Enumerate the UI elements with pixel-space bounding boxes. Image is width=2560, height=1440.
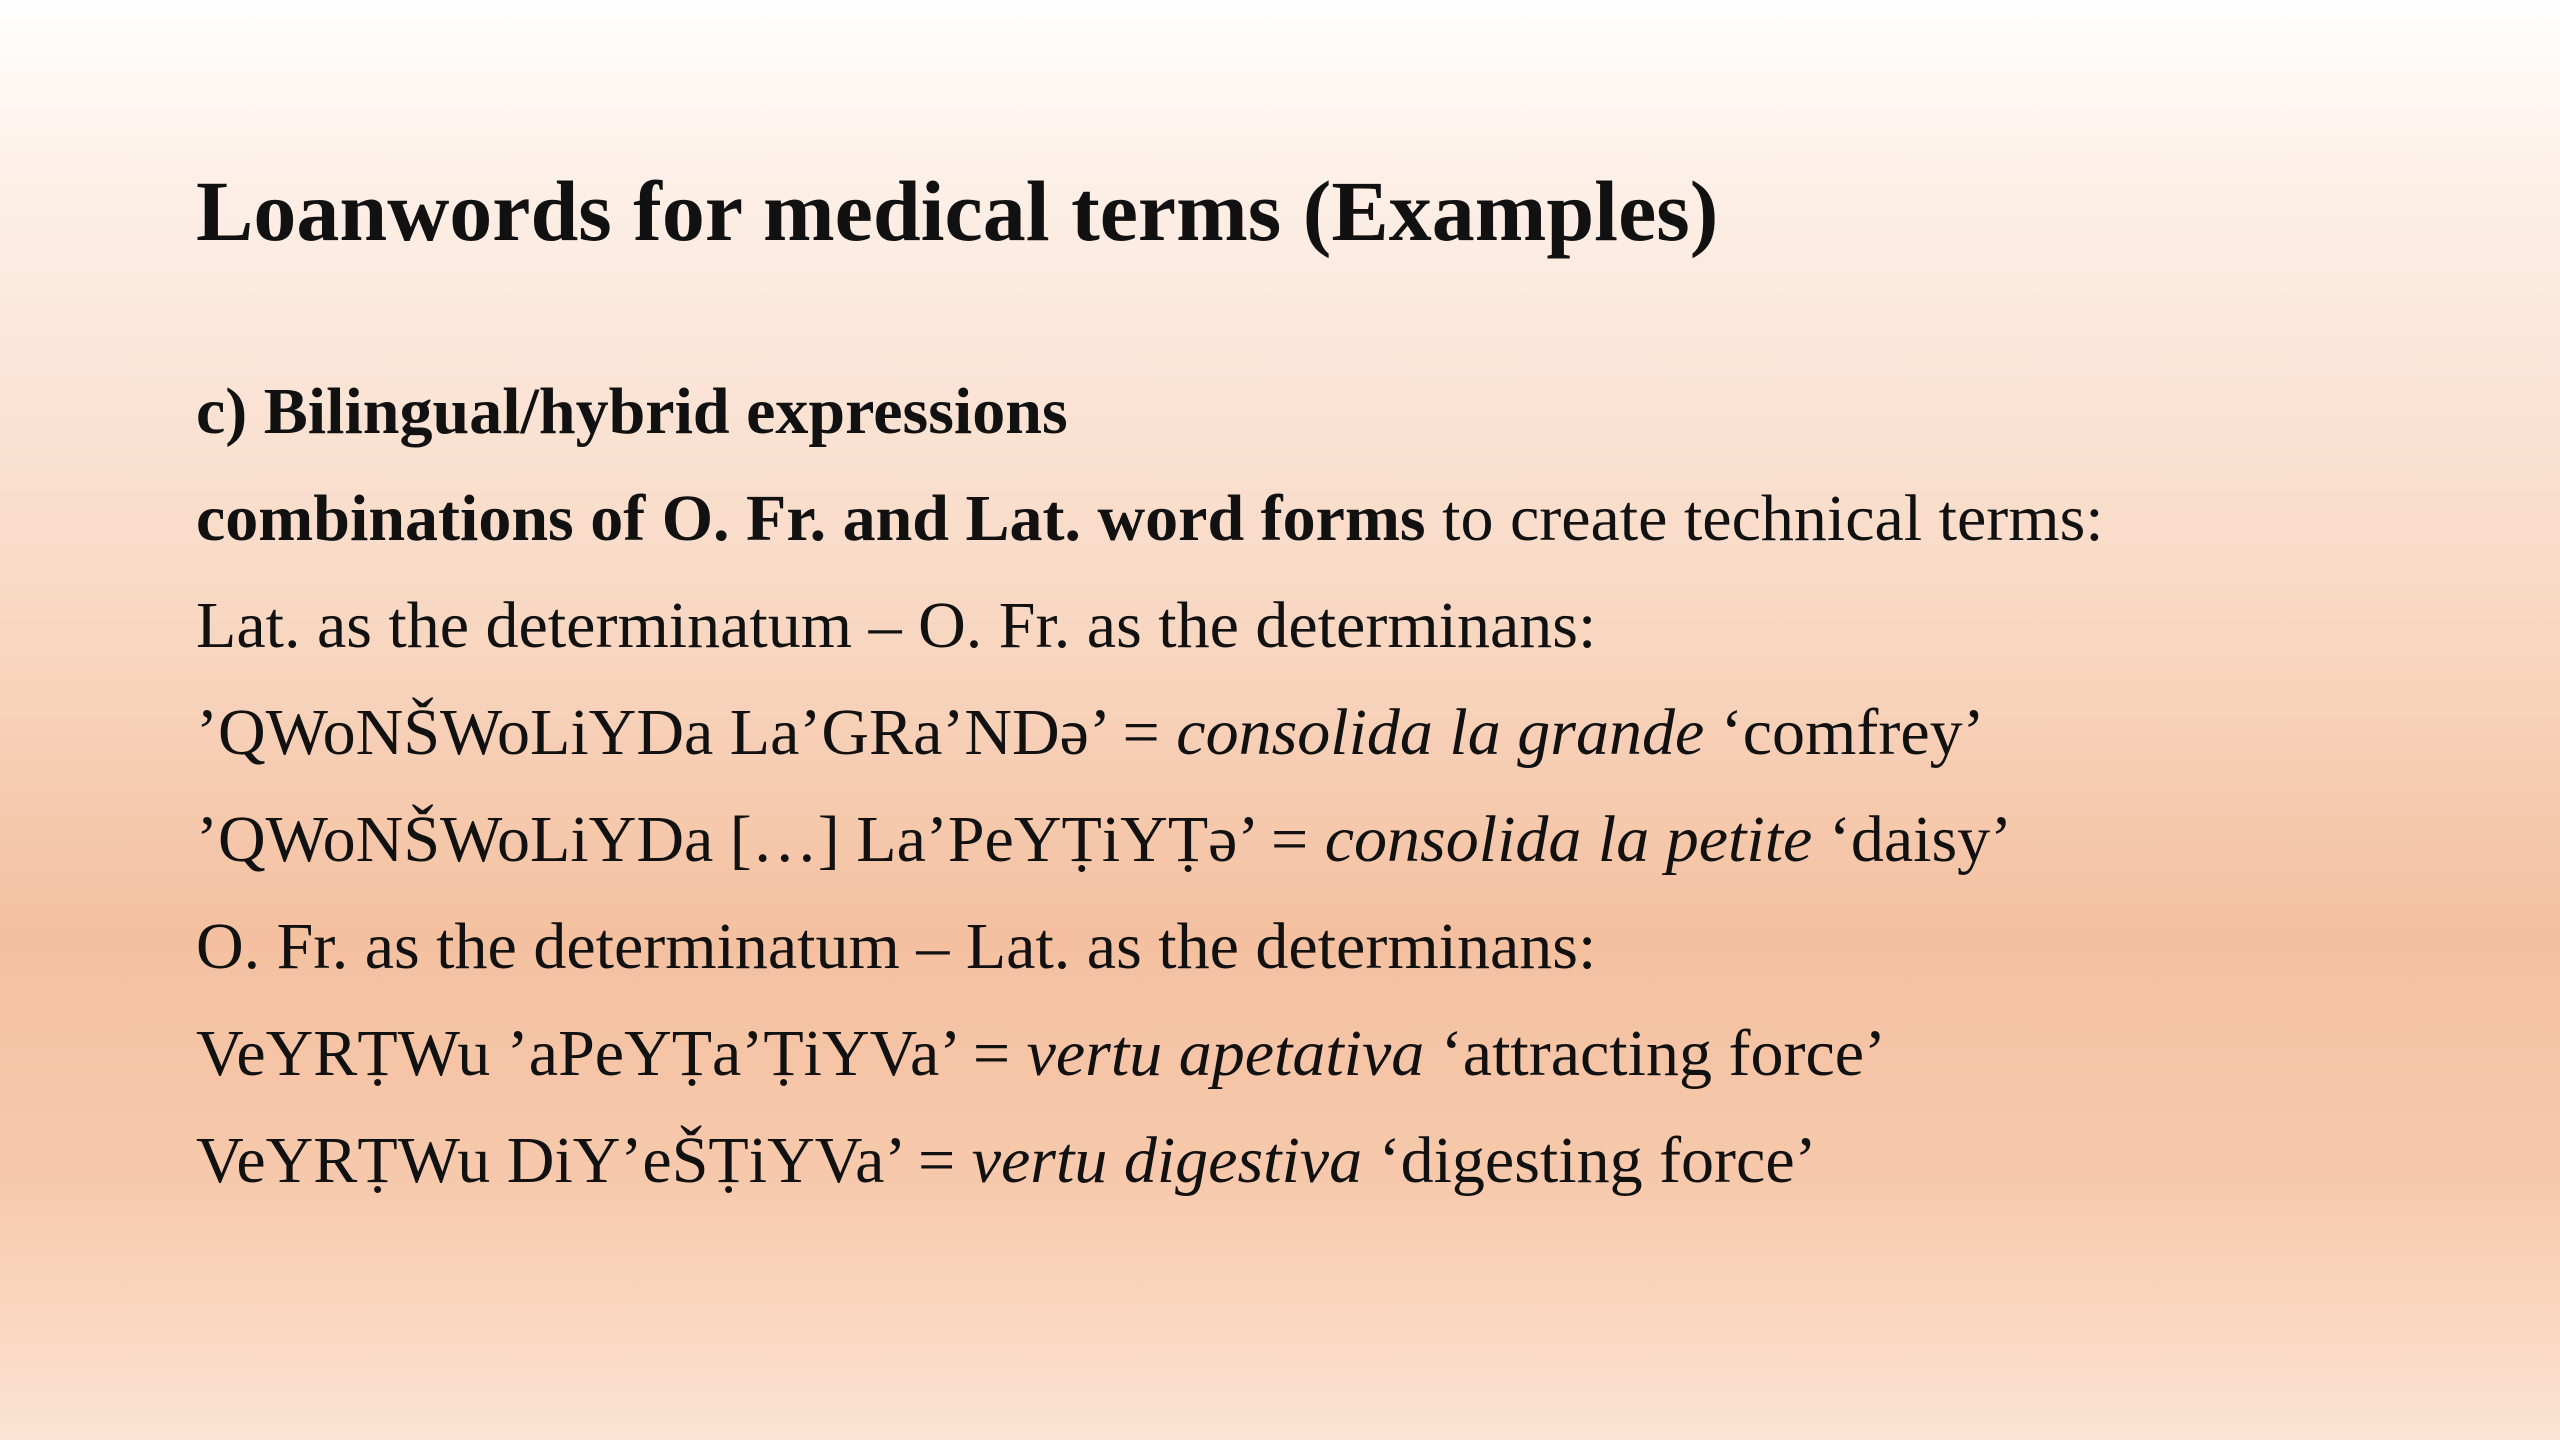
example-reading: consolida la petite bbox=[1324, 803, 1813, 876]
combinations-bold: combinations of O. Fr. and Lat. word forms bbox=[196, 482, 1426, 555]
section-ofr-determinatum: O. Fr. as the determinatum – Lat. as the determinans: bbox=[196, 910, 1597, 983]
slide-body bbox=[196, 358, 2496, 1214]
example-reading: vertu apetativa bbox=[1026, 1017, 1425, 1090]
example-gloss: ‘comfrey’ bbox=[1704, 696, 1985, 769]
example-gloss: ‘daisy’ bbox=[1812, 803, 2013, 876]
example-gloss: ‘attracting force’ bbox=[1424, 1017, 1887, 1090]
example-transliteration: VeYRṬWu ’aPeYṬa’ṬiYVa’ = bbox=[196, 1017, 1027, 1090]
example-transliteration: ’QWoNŠWoLiYDa […] La’PeYṬiYṬə’ = bbox=[196, 803, 1325, 876]
section-lat-determinatum: Lat. as the determinatum – O. Fr. as the determinans: bbox=[196, 589, 1597, 662]
example-vertu-apetativa bbox=[196, 1000, 2496, 1107]
example-consolida-petite bbox=[196, 786, 2496, 893]
combinations-line bbox=[196, 465, 2496, 572]
example-transliteration: VeYRṬWu DiY’eŠṬiYVa’ = bbox=[196, 1124, 972, 1197]
example-transliteration: ’QWoNŠWoLiYDa La’GRa’NDə’ = bbox=[196, 696, 1177, 769]
subheading: c) Bilingual/hybrid expressions bbox=[196, 375, 1068, 448]
example-reading: consolida la grande bbox=[1176, 696, 1705, 769]
slide-title: Loanwords for medical terms (Examples) bbox=[196, 163, 1719, 259]
combinations-rest: to create technical terms: bbox=[1425, 482, 2104, 555]
example-gloss: ‘digesting force’ bbox=[1362, 1124, 1817, 1197]
example-consolida-grande bbox=[196, 679, 2496, 786]
example-reading: vertu digestiva bbox=[971, 1124, 1363, 1197]
example-vertu-digestiva bbox=[196, 1107, 2496, 1214]
